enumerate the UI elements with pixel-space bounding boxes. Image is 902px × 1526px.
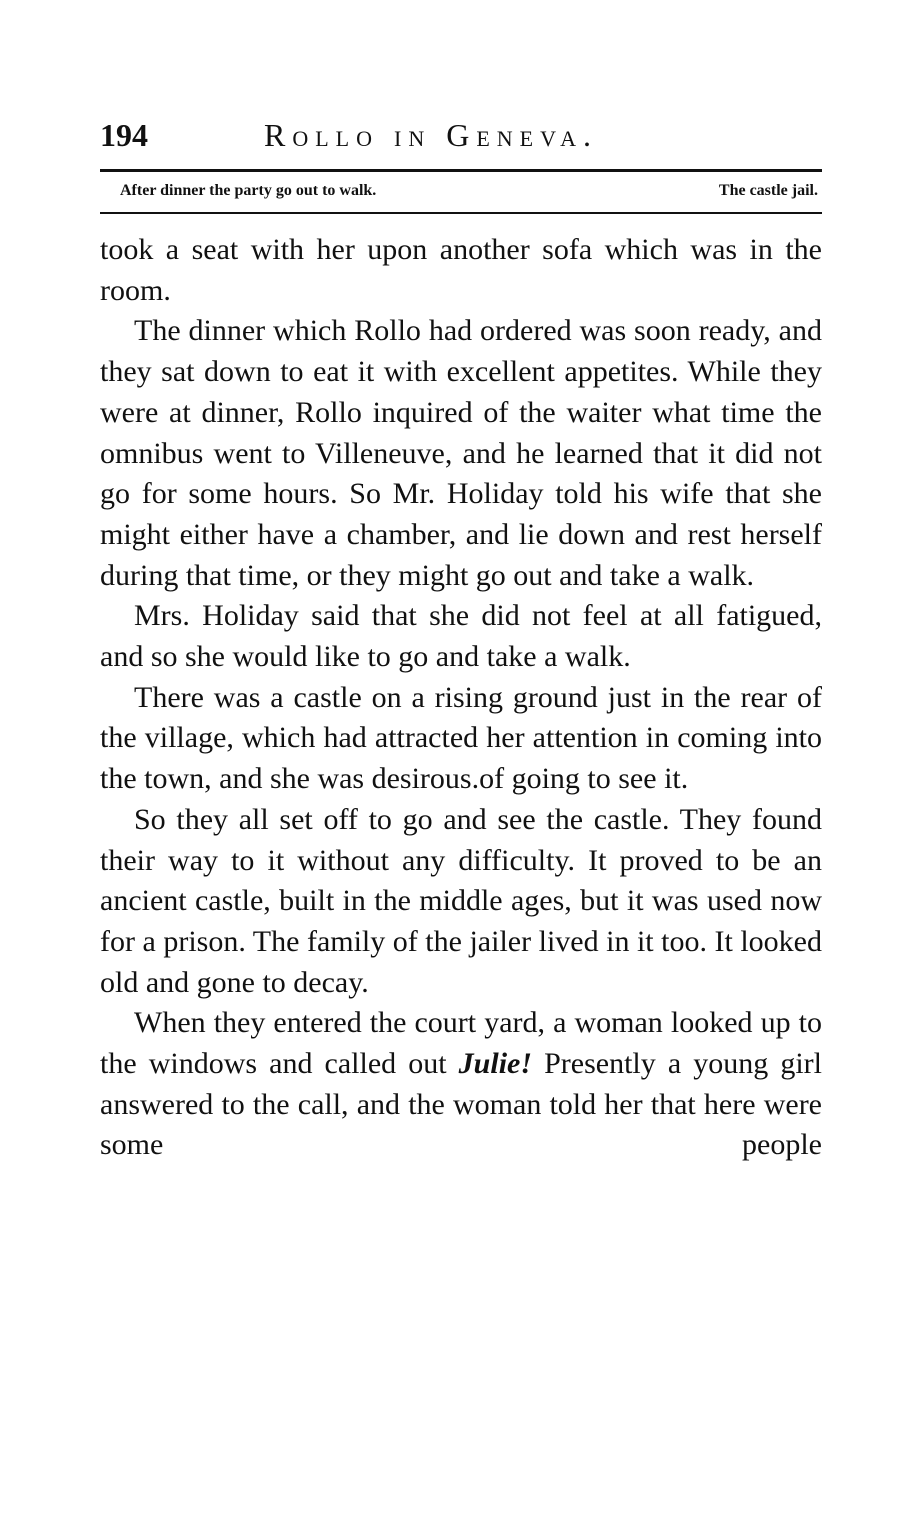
emphasized-name: Julie! <box>458 1047 533 1081</box>
paragraph: Mrs. Holiday said that she did not feel at all fatigued, and so she would like to go and take a walk. <box>100 599 822 674</box>
book-title: Rollo in Geneva. <box>264 117 599 153</box>
paragraph: There was a castle on a rising ground just in the rear of the village, which had attracted her attention in coming into the town, and she was desirous.of going to see it. <box>100 680 822 796</box>
paragraph-text: When they entered the court yard, a woman looked up to the windows and called out <box>100 1006 822 1081</box>
paragraph: The dinner which Rollo had ordered was soon ready, and they sat down to eat it with excellent appetites. While they were at dinner, Rollo inquired of the waiter what time the omnibus went to Villeneuve, and he learned that it did not go for some hours. So Mr. Holiday told his wife that she might either have a chamber, and lie down and rest herself during that time, or they might go out and take a walk. <box>100 314 822 592</box>
subheading-right: The castle jail. <box>718 182 818 199</box>
running-head <box>100 113 822 157</box>
paragraph: So they all set off to go and see the castle. They found their way to it without any difficulty. It proved to be an ancient castle, built in the middle ages, but it was used now for a prison. The family of the jailer lived in it too. It looked old and gone to decay. <box>100 802 822 999</box>
paragraph: took a seat with her upon another sofa which was in the room. <box>100 233 822 307</box>
header-rule-top <box>100 169 822 172</box>
paragraph <box>100 1003 822 1166</box>
subheading-left: After dinner the party go out to walk. <box>120 182 377 199</box>
header-rule-bottom <box>100 212 822 214</box>
paragraph-text: Presently a young girl answered to the call, and the woman told her that here were some people <box>100 1047 822 1162</box>
page-number: 194 <box>100 117 148 153</box>
body-text <box>100 230 822 1166</box>
